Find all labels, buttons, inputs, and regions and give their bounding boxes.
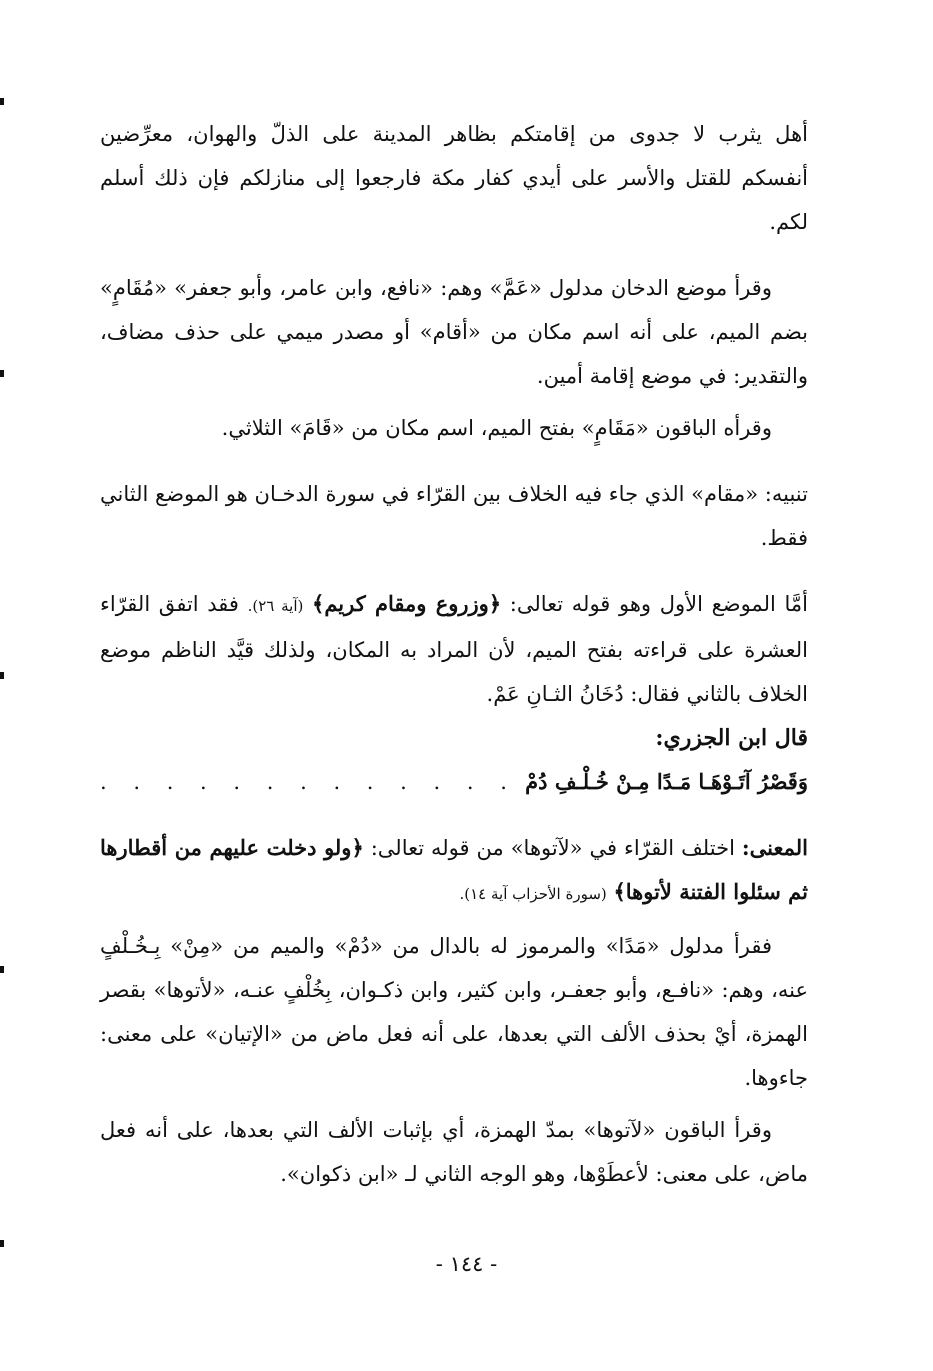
scan-edge-mark bbox=[0, 672, 4, 679]
paragraph-meaning bbox=[100, 826, 808, 916]
first-position-text: فقد اتفق القرّاء العشرة على قراءته بفتح الميم، لأن المراد به المكان، ولذلك قيَّد الناظم موضع الخلاف بالثاني فقال: دُخَانُ الثـانِ عَمْ. bbox=[100, 592, 808, 706]
quran-quote: ﴿ولو دخلت عليهم من أقطارها ثم سئلوا الفتنة لأتوها﴾ bbox=[100, 835, 808, 904]
paragraph-note: تنبيه: «مقام» الذي جاء فيه الخلاف بين القرّاء في سورة الدخـان هو الموضع الثاني فقط. bbox=[100, 482, 808, 550]
page-body bbox=[100, 112, 808, 1196]
verse-reference: (آية ٢٦). bbox=[247, 597, 304, 615]
quran-quote: ﴿وزروع ومقام كريم﴾ bbox=[312, 591, 502, 616]
paragraph-reading-fath: وقرأه الباقون «مَقَامٍ» بفتح الميم، اسم مكان من «قَامَ» الثلاثي. bbox=[221, 416, 772, 440]
verse-dots: . . . . . . . . . . . . . bbox=[100, 770, 517, 794]
meaning-label: المعنى: bbox=[741, 835, 808, 860]
meaning-lead: اختلف القرّاء في «لآتوها» من قوله تعالى: bbox=[370, 836, 735, 860]
scan-edge-mark bbox=[0, 98, 4, 105]
scan-edge-mark bbox=[0, 966, 4, 973]
first-position-lead: أمَّا الموضع الأول وهو قوله تعالى: bbox=[509, 592, 808, 616]
paragraph-first-position bbox=[100, 582, 808, 716]
page-number: - ١٤٤ - bbox=[435, 1252, 498, 1276]
verse-text: وَقَصْرُ آتَـوْهَـا مَـدًا مِـنْ خُـلْـفِ دُمْ bbox=[525, 769, 808, 794]
poem-verse bbox=[100, 760, 808, 804]
paragraph-intro: أهل يثرب لا جدوى من إقامتكم بظاهر المدينة على الذلّ والهوان، معرِّضين أنفسكم للقتل والأسر على أيدي كفار مكة فارجعوا إلى منازلكم فإن ذلك أسلم لكم. bbox=[100, 122, 808, 234]
paragraph-reading-damm: وقرأ موضع الدخان مدلول «عَمَّ» وهم: «نافع، وابن عامر، وأبو جعفر» «مُقَامٍ» بضم الميم، على أنه اسم مكان من «أقام» أو مصدر ميمي على حذف مضاف، والتقدير: في موضع إقامة أمين. bbox=[100, 276, 808, 388]
paragraph-short-reading: فقرأ مدلول «مَدًا» والمرموز له بالدال من «دُمْ» والميم من «مِنْ» بِـخُـلْفٍ عنه، وهم: «نافـع، وأبو جعفـر، وابن كثير، وابن ذكـوان، بِخُلْفٍ عنـه، «لأتوها» بقصر الهمزة، أيْ بحذف الألف التي بعدها، على أنه فعل ماض من «الإتيان» على معنى: جاءوها. bbox=[100, 934, 808, 1090]
paragraph-long-reading: وقرأ الباقون «لآتوها» بمدّ الهمزة، أي بإثبات الألف التي بعدها، على أنه فعل ماض، على معنى: لأعطَوْها، وهو الوجه الثاني لـ «ابن ذكوان». bbox=[100, 1118, 808, 1186]
section-heading: قال ابن الجزري: bbox=[655, 725, 808, 751]
verse-reference: (سورة الأحزاب آية ١٤). bbox=[459, 885, 607, 903]
scan-edge-mark bbox=[0, 370, 4, 377]
scan-edge-mark bbox=[0, 1240, 4, 1247]
